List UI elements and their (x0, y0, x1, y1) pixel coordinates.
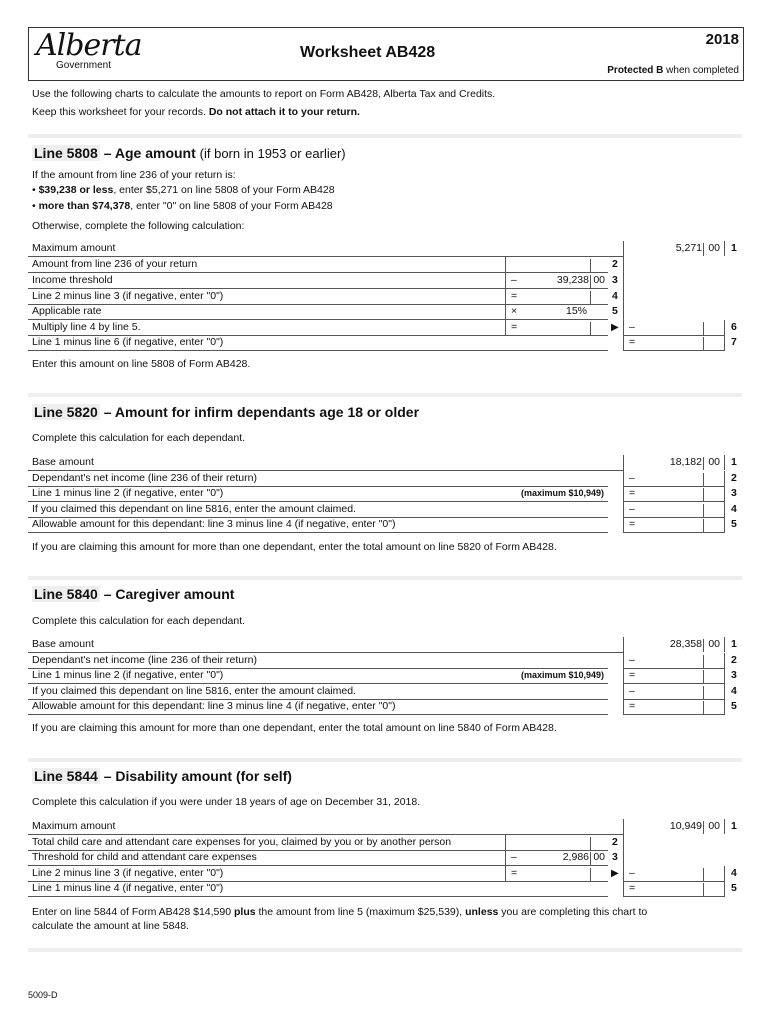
line-number: 3 (731, 669, 737, 681)
line-number: 3 (612, 851, 618, 863)
tax-year: 2018 (705, 31, 739, 48)
disability-intro: Complete this calculation if you were under 18 years of age on December 31, 2018. (32, 796, 421, 808)
age-amount-bullet-1: • $39,238 or less, enter $5,271 on line 5808 of your Form AB428 (32, 184, 335, 196)
field-5820-4[interactable]: – (623, 502, 725, 518)
row-5808-5: Applicable rate (28, 304, 608, 320)
age-amount-intro: If the amount from line 236 of your return is: (32, 169, 236, 181)
line-number: 7 (731, 336, 737, 348)
line-number: 3 (731, 487, 737, 499)
row-5820-5: Allowable amount for this dependant: line 3 minus line 4 (if negative, enter "0") (28, 517, 608, 533)
field-5820-3[interactable]: = (623, 486, 725, 502)
field-5840-3[interactable]: = (623, 668, 725, 684)
field-5820-1[interactable]: 18,182 00 (623, 455, 725, 470)
field-5820-2[interactable]: – (623, 471, 725, 487)
field-5844-5[interactable]: = (623, 881, 725, 897)
line-number: 5 (731, 882, 737, 894)
field-5808-r6[interactable]: – (623, 320, 725, 336)
section-5808-note: Enter this amount on line 5808 of Form AB428. (32, 358, 251, 370)
section-title-5840: Line 5840 – Caregiver amount (34, 586, 235, 602)
line-number: 4 (612, 290, 618, 302)
field-5844-r4[interactable]: – (623, 866, 725, 882)
row-5844-2: Total child care and attendant care expenses for you, claimed by you or by another person (28, 835, 608, 851)
line-number: 3 (612, 274, 618, 286)
field-5844-4[interactable]: = (505, 866, 609, 881)
line-number: 2 (612, 258, 618, 270)
section-divider (28, 758, 742, 762)
section-divider (28, 948, 742, 952)
field-5808-5[interactable]: × 15% (505, 304, 609, 319)
logo-government: Government (56, 60, 112, 71)
section-divider (28, 134, 742, 138)
row-5820-2: Dependant's net income (line 236 of their return) (28, 471, 608, 487)
line-number: 1 (731, 242, 737, 254)
logo-wordmark: Alberta (36, 28, 142, 63)
field-5844-1[interactable]: 10,949 00 (623, 819, 725, 834)
form-code: 5009-D (28, 990, 58, 1000)
field-5840-2[interactable]: – (623, 653, 725, 669)
row-5844-4: Line 2 minus line 3 (if negative, enter "0") (28, 866, 608, 882)
section-title-5844: Line 5844 – Disability amount (for self) (34, 768, 292, 784)
field-5808-6[interactable]: = (505, 320, 609, 335)
carry-arrow-icon: ▶ (611, 868, 619, 879)
line-number: 1 (731, 820, 737, 832)
line-number: 4 (731, 867, 737, 879)
field-5808-7[interactable]: = (623, 335, 725, 351)
row-5808-1: Maximum amount (28, 241, 623, 257)
field-5808-3[interactable]: – 39,238 00 (505, 273, 609, 288)
section-divider (28, 393, 742, 397)
alberta-logo (36, 30, 146, 74)
line-number: 1 (731, 638, 737, 650)
field-5840-1[interactable]: 28,358 00 (623, 637, 725, 652)
row-5820-1: Base amount (28, 455, 623, 471)
field-5844-3[interactable]: – 2,986 00 (505, 850, 609, 865)
row-5808-4: Line 2 minus line 3 (if negative, enter "0") (28, 289, 608, 305)
line-number: 2 (612, 836, 618, 848)
section-divider (28, 576, 742, 580)
intro-line-2: Keep this worksheet for your records. Do not attach it to your return. (32, 106, 360, 118)
section-5840-note: If you are claiming this amount for more than one dependant, enter the total amount on line 5840 of Form AB428. (32, 722, 557, 734)
field-5808-4[interactable]: = (505, 289, 609, 304)
caregiver-intro: Complete this calculation for each dependant. (32, 615, 246, 627)
age-amount-bullet-2: • more than $74,378, enter "0" on line 5808 of your Form AB428 (32, 200, 333, 212)
row-5808-2: Amount from line 236 of your return (28, 257, 608, 273)
line-number: 4 (731, 685, 737, 697)
protected-b-label: Protected B when completed (607, 65, 739, 76)
line-number: 4 (731, 503, 737, 515)
row-5808-3: Income threshold (28, 273, 608, 289)
row-5808-6: Multiply line 4 by line 5. (28, 320, 608, 336)
section-5844-note-2: calculate the amount at line 5848. (32, 920, 190, 932)
row-5844-3: Threshold for child and attendant care expenses (28, 850, 608, 866)
row-5844-5: Line 1 minus line 4 (if negative, enter "0") (28, 881, 608, 897)
field-5844-2[interactable] (505, 835, 609, 850)
section-5820-note: If you are claiming this amount for more than one dependant, enter the total amount on line 5820 of Form AB428. (32, 541, 557, 553)
section-5844-note-1: Enter on line 5844 of Form AB428 $14,590 plus the amount from line 5 (maximum $25,539), unless you are completing this chart to (32, 906, 648, 918)
line-number: 1 (731, 456, 737, 468)
row-5844-1: Maximum amount (28, 819, 623, 835)
age-amount-otherwise: Otherwise, complete the following calculation: (32, 220, 245, 232)
field-5820-5[interactable]: = (623, 517, 725, 533)
row-5840-2: Dependant's net income (line 236 of their return) (28, 653, 608, 669)
line-number: 5 (612, 305, 618, 317)
line-number: 6 (731, 321, 737, 333)
infirm-intro: Complete this calculation for each dependant. (32, 432, 246, 444)
row-5820-4: If you claimed this dependant on line 5816, enter the amount claimed. (28, 502, 608, 518)
intro-line-1: Use the following charts to calculate the amounts to report on Form AB428, Alberta Tax and Credits. (32, 88, 496, 100)
section-title-5808: Line 5808 – Age amount (if born in 1953 or earlier) (34, 145, 346, 161)
field-5808-2[interactable] (505, 257, 609, 272)
line-number: 5 (731, 518, 737, 530)
line-number: 2 (731, 472, 737, 484)
line-number: 5 (731, 700, 737, 712)
row-5808-7: Line 1 minus line 6 (if negative, enter "0") (28, 335, 608, 351)
field-5808-1[interactable]: 5,271 00 (623, 241, 725, 256)
row-5840-3: Line 1 minus line 2 (if negative, enter "0") (maximum $10,949) (28, 668, 608, 684)
page-title: Worksheet AB428 (300, 44, 436, 61)
row-5840-4: If you claimed this dependant on line 5816, enter the amount claimed. (28, 684, 608, 700)
row-5820-3: Line 1 minus line 2 (if negative, enter "0") (maximum $10,949) (28, 486, 608, 502)
row-5840-5: Allowable amount for this dependant: line 3 minus line 4 (if negative, enter "0") (28, 699, 608, 715)
carry-arrow-icon: ▶ (611, 322, 619, 333)
section-title-5820: Line 5820 – Amount for infirm dependants age 18 or older (34, 404, 420, 420)
field-5840-5[interactable]: = (623, 699, 725, 715)
row-5840-1: Base amount (28, 637, 623, 653)
line-number: 2 (731, 654, 737, 666)
field-5840-4[interactable]: – (623, 684, 725, 700)
